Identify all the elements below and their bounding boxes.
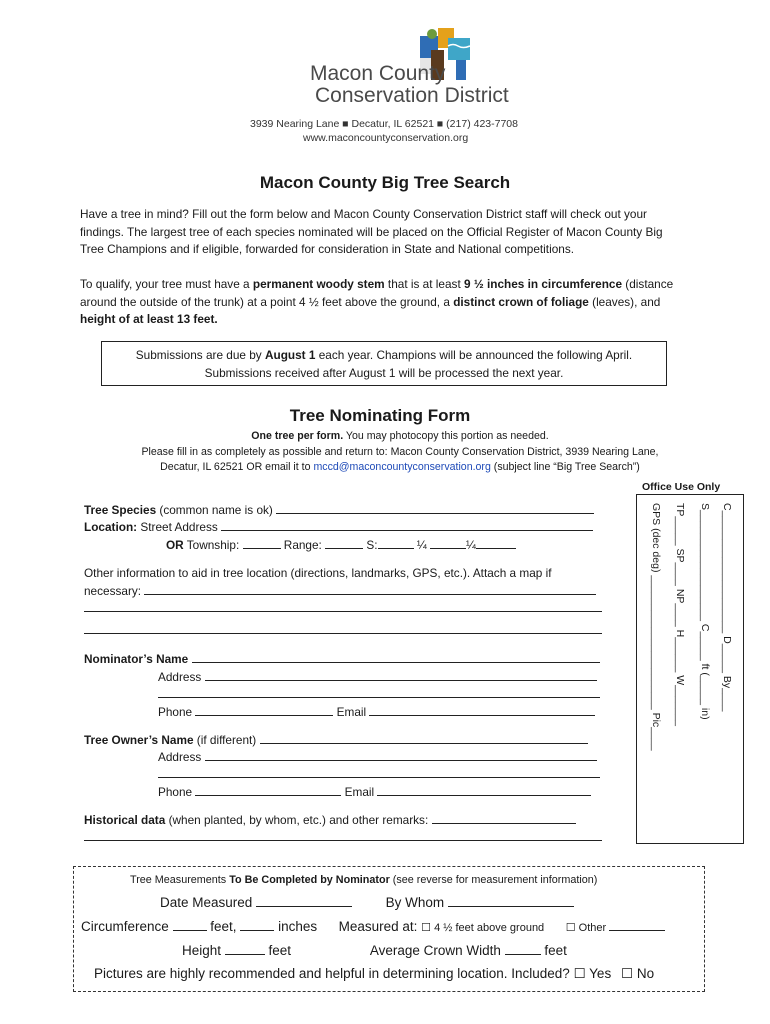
- nominator-address-line-2[interactable]: [158, 697, 600, 698]
- qualify-circ: 9 ½ inches in circumference: [464, 277, 623, 291]
- form-instructions: [60, 429, 740, 476]
- org-address: 3939 Nearing Lane ■ Decatur, IL 62521 ■ (217) 423-7708: [250, 118, 518, 130]
- owner-address-row: [158, 748, 597, 767]
- intro-paragraph: Have a tree in mind? Fill out the form below and Macon County Conservation District staff will check out your findings. The largest tree of each species nominated will be placed on the Official Register of Macon County Big Tree Champions and if eligible, forwarded for consideration in State and National competitions.: [80, 207, 663, 256]
- measurements-heading: [130, 874, 597, 886]
- range-input[interactable]: [325, 536, 363, 549]
- owner-address-label: Address: [158, 750, 205, 764]
- office-use-panel: [636, 494, 744, 844]
- crown-feet-label: feet: [540, 943, 567, 958]
- other-info-input[interactable]: [144, 582, 596, 595]
- quarter-label: ¼: [413, 538, 430, 552]
- nominator-phone-label: Phone: [158, 705, 196, 719]
- circumference-label: Circumference: [81, 919, 173, 934]
- circumference-inches-input[interactable]: [240, 918, 274, 931]
- location-label: Location:: [84, 520, 138, 534]
- circumference-feet-label: feet,: [206, 919, 241, 934]
- office-col-4: GPS (dec deg) _______________________ Pic____: [650, 503, 662, 751]
- pictures-row: [94, 966, 654, 982]
- owner-phone-input[interactable]: [195, 783, 341, 796]
- org-name: [310, 63, 509, 107]
- circumference-inches-label: inches: [274, 919, 318, 934]
- height-label: Height: [182, 943, 225, 958]
- owner-address-input[interactable]: [205, 748, 597, 761]
- deadline-date: August 1: [264, 348, 316, 362]
- nominator-contact-row: [158, 703, 595, 722]
- nominator-address-input[interactable]: [205, 668, 597, 681]
- location-row: [84, 518, 593, 537]
- avg-crown-label: Average Crown Width: [369, 943, 505, 958]
- species-row: [84, 501, 594, 520]
- form-instructions-line2: [60, 460, 740, 476]
- other-info-label: Other information to aid in tree location (directions, landmarks, GPS, etc.). Attach a map if: [84, 566, 552, 580]
- org-website[interactable]: www.maconcountyconservation.org: [303, 132, 469, 144]
- quarter-input[interactable]: [430, 536, 466, 549]
- nominator-name-input[interactable]: [192, 650, 600, 663]
- other-info-row: [84, 582, 596, 601]
- owner-label: Tree Owner’s Name: [84, 733, 194, 747]
- nominator-phone-input[interactable]: [195, 703, 333, 716]
- deadline-line1: [102, 347, 666, 365]
- qualify-stem: permanent woody stem: [252, 277, 385, 291]
- street-address-label: Street Address: [137, 520, 222, 534]
- qualify-text-3: (distance around the outside of the trunk) at a point 4 ½ feet above the ground, a: [80, 277, 674, 309]
- other-info-line-2[interactable]: [84, 611, 602, 612]
- deadline-text-c: each year. Champions will be announced the following April.: [315, 348, 633, 362]
- qualify-text-2: that is at least: [384, 277, 464, 291]
- species-hint: (common name is ok): [156, 503, 277, 517]
- height-input[interactable]: [225, 942, 265, 955]
- other-info-line-3[interactable]: [84, 633, 602, 634]
- nominator-address-row: [158, 668, 597, 687]
- qualify-text-4: (leaves), and: [588, 294, 661, 309]
- office-col-2: S___________________ C_____ ft (_____ in): [699, 503, 711, 720]
- deadline-text-a: Submissions are due by: [135, 348, 265, 362]
- pictures-yes-checkbox[interactable]: ☐ Yes: [573, 966, 612, 981]
- photocopy-note: You may photocopy this portion as needed.: [343, 430, 549, 442]
- date-measured-input[interactable]: [256, 894, 352, 907]
- date-row: [160, 894, 574, 910]
- meas-heading-b: To Be Completed by Nominator: [229, 874, 390, 886]
- email-link[interactable]: mccd@maconcountyconservation.org: [313, 461, 491, 473]
- species-label: Tree Species: [84, 503, 157, 517]
- historical-input[interactable]: [432, 811, 576, 824]
- owner-name-input[interactable]: [260, 731, 588, 744]
- height-feet-label: feet: [264, 943, 292, 958]
- necessary-label: necessary:: [84, 584, 145, 598]
- historical-hint: (when planted, by whom, etc.) and other remarks:: [165, 813, 432, 827]
- township-input[interactable]: [243, 536, 281, 549]
- meas-heading-a: Tree Measurements: [130, 874, 230, 886]
- owner-row: [84, 731, 588, 750]
- nominator-row: [84, 650, 600, 669]
- deadline-line2: Submissions received after August 1 will be processed the next year.: [204, 365, 564, 380]
- page-title: Macon County Big Tree Search: [259, 173, 511, 192]
- qualify-crown: distinct crown of foliage: [453, 294, 589, 309]
- street-address-input[interactable]: [221, 518, 593, 531]
- measurements-box: [73, 866, 705, 992]
- nominator-label: Nominator’s Name: [84, 652, 192, 666]
- pictures-label: Pictures are highly recommended and helpful in determining location. Included?: [94, 966, 570, 981]
- nominator-email-input[interactable]: [369, 703, 595, 716]
- measured-at-other-input[interactable]: [609, 918, 665, 931]
- township-row: [166, 536, 516, 555]
- historical-label: Historical data: [84, 813, 166, 827]
- quarter2-input[interactable]: [476, 536, 516, 549]
- meas-heading-c: (see reverse for measurement information): [389, 874, 598, 886]
- owner-email-input[interactable]: [377, 783, 591, 796]
- avg-crown-input[interactable]: [505, 942, 541, 955]
- circumference-feet-input[interactable]: [173, 918, 207, 931]
- or-label: OR: [166, 538, 184, 552]
- qualify-paragraph: [80, 276, 690, 329]
- office-col-1: C_____________________ D_____ By____: [721, 503, 733, 712]
- historical-line-2[interactable]: [84, 840, 602, 841]
- quarter2-label: ¼: [465, 538, 476, 552]
- office-use-label: Office Use Only: [642, 481, 721, 493]
- org-name-line1: Macon County: [310, 62, 446, 85]
- historical-row: [84, 811, 576, 830]
- qualify-height: height of at least 13 feet.: [80, 312, 218, 326]
- measured-at-other-checkbox[interactable]: ☐ Other: [565, 922, 610, 934]
- township-label: Township:: [183, 538, 243, 552]
- owner-address-line-2[interactable]: [158, 777, 600, 778]
- height-row: [182, 942, 567, 958]
- org-name-line2: Conservation District: [315, 84, 509, 107]
- instr-subject: (subject line “Big Tree Search”): [490, 461, 640, 473]
- circumference-row: [81, 918, 665, 934]
- deadline-box: [101, 341, 667, 386]
- range-label: Range:: [280, 538, 326, 552]
- owner-phone-label: Phone: [158, 785, 196, 799]
- by-whom-input[interactable]: [448, 894, 574, 907]
- qualify-text-1: To qualify, your tree must have a: [80, 277, 253, 291]
- office-col-3: TP_____ SP____ NP____ H______ W_______: [674, 503, 686, 727]
- by-whom-label: By Whom: [385, 895, 448, 910]
- section-input[interactable]: [378, 536, 414, 549]
- date-measured-label: Date Measured: [160, 895, 257, 910]
- measured-at-label: Measured at:: [338, 919, 422, 934]
- instr-text: Decatur, IL 62521 OR email it to: [160, 461, 314, 473]
- one-tree-note: One tree per form.: [251, 430, 344, 442]
- measured-at-45-checkbox[interactable]: ☐ 4 ½ feet above ground: [421, 922, 545, 934]
- pictures-no-checkbox[interactable]: ☐ No: [620, 966, 655, 981]
- section-label: S:: [363, 538, 378, 552]
- species-input[interactable]: [276, 501, 594, 514]
- owner-contact-row: [158, 783, 591, 802]
- nominator-email-label: Email: [333, 705, 370, 719]
- form-title: Tree Nominating Form: [289, 406, 471, 425]
- form-instructions-line0: [60, 429, 740, 445]
- owner-email-label: Email: [341, 785, 378, 799]
- owner-hint: (if different): [193, 733, 260, 747]
- form-instructions-line1: Please fill in as completely as possible and return to: Macon County Conservation District, 3939 Nearing Lane,: [141, 445, 659, 458]
- nominator-address-label: Address: [158, 670, 205, 684]
